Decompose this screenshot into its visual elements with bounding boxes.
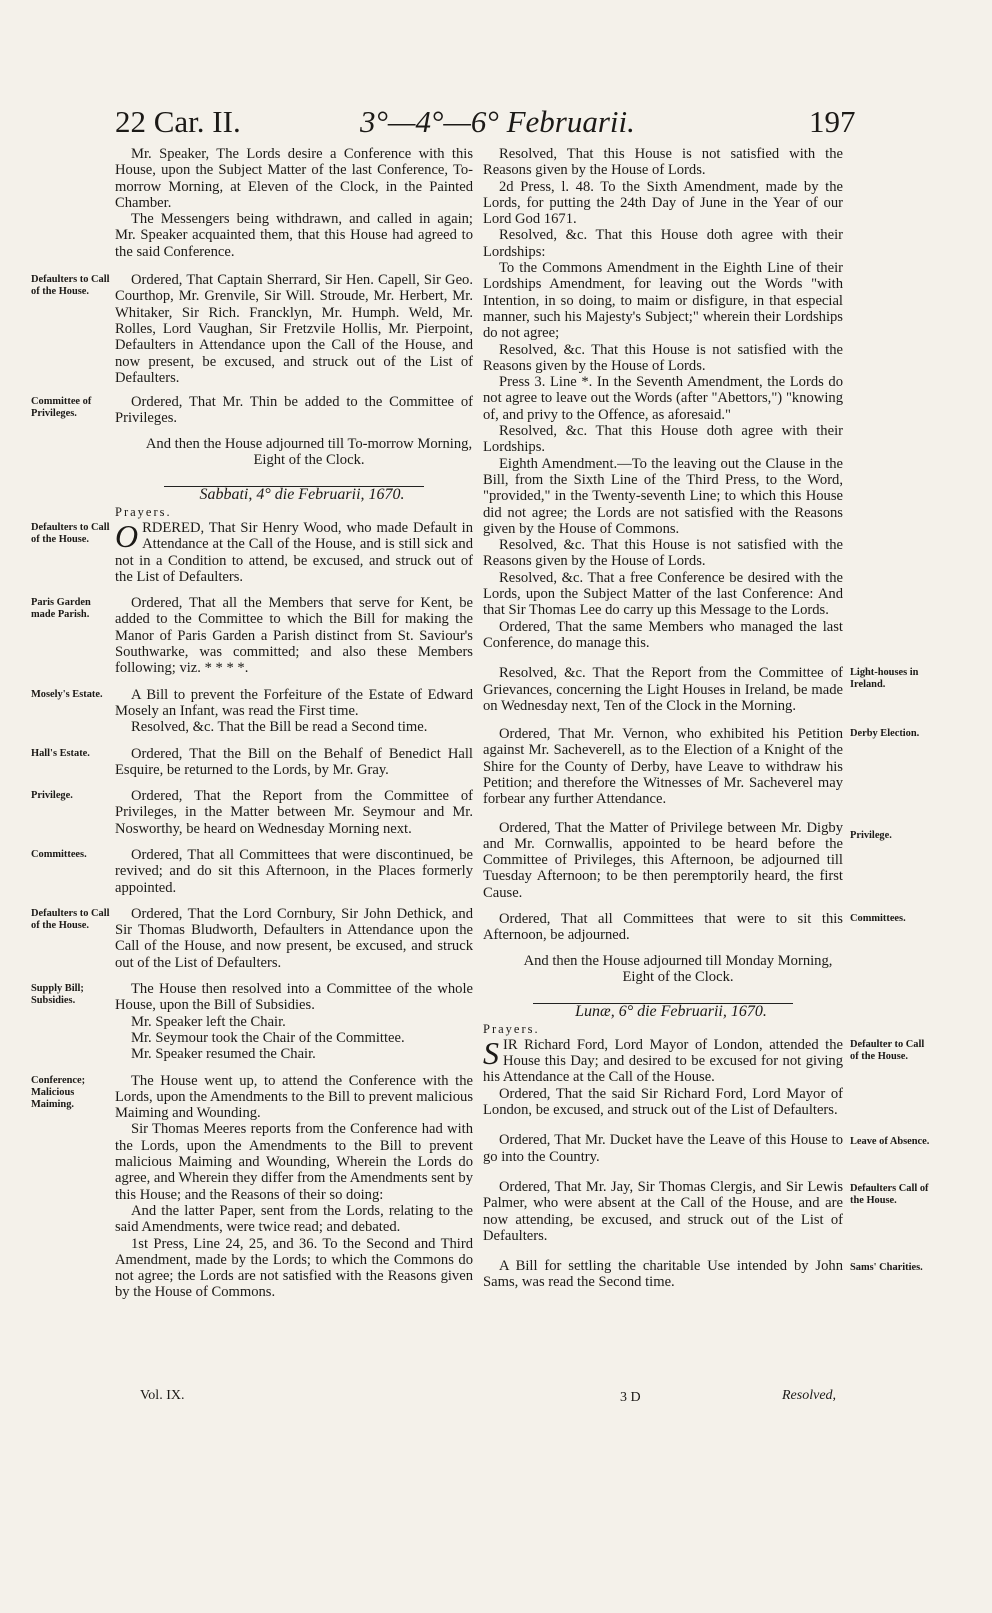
paragraph: A Bill for settling the charitable Use intended by John Sams, was read the Second time. (483, 1258, 843, 1291)
paragraph: Resolved, That this House is not satisfied with the Reasons given by the House of Lords. (483, 146, 843, 179)
paragraph: Mr. Speaker left the Chair. (131, 1013, 286, 1030)
paragraph: Resolved, &c. That a free Conference be desired with the Lords, upon the Subject Matter of the last Conference: And that Sir Thomas Lee do carry up this Message to the Lords. (483, 569, 843, 619)
entry (31, 272, 473, 386)
drop-cap: S (483, 1034, 499, 1071)
paragraph: 1st Press, Line 24, 25, and 36. To the Second and Third Amendment, made by the Lords; to which the Commons do not agree; the Lords are not satisfied with the Reasons given by the House of Commons. (115, 1235, 473, 1301)
entry (31, 788, 473, 837)
header-center: 3°—4°—6° Februarii. (360, 104, 635, 139)
paragraph: IR Richard Ford, Lord Mayor of London, attended the House this Day; and desired to be excused for not giving his Attendance at the Call of the House. (483, 1036, 843, 1086)
entry (483, 1178, 929, 1244)
margin-note: Committee of Privileges. (31, 396, 92, 420)
margin-note: Leave of Absence. (850, 1136, 930, 1148)
entry (483, 665, 919, 714)
paragraph: Ordered, That the Lord Cornbury, Sir John Dethick, and Sir Thomas Bludworth, Defaulters in Attendance upon the Call of the House, and now present, be excused, and struck out of the List of Defaulters. (115, 905, 473, 971)
paragraph: 2d Press, l. 48. To the Sixth Amendment, made by the Lords, for putting the 24th Day of June in the Year of our Lord God 1671. (483, 178, 843, 228)
margin-note: Defaulters Call of the House. (850, 1182, 929, 1206)
paragraph: Press 3. Line *. In the Seventh Amendment, the Lords do not agree to leave out the Words (after "Abettors,") "knowing of, and privy to the Offence, as aforesaid." (483, 374, 843, 423)
paragraph: Resolved, &c. That this House is not satisfied with the Reasons given by the House of Lords. (483, 341, 843, 374)
entry (483, 726, 920, 808)
page-header (0, 104, 992, 144)
paragraph: And the latter Paper, sent from the Lords, relating to the said Amendments, were twice read; and debated. (115, 1202, 473, 1236)
margin-note: Privilege. (31, 790, 73, 802)
paragraph: The House went up, to attend the Conference with the Lords, upon the Amendments to the Bill to prevent malicious Maiming and Wounding. (115, 1072, 473, 1122)
paragraph: A Bill to prevent the Forfeiture of the Estate of Edward Mosely an Infant, was read the First time. (115, 686, 473, 719)
entry (483, 1258, 923, 1291)
paragraph: Resolved, &c. That this House doth agree with their Lordships. (483, 423, 843, 456)
entry (31, 595, 473, 677)
entry (31, 905, 473, 971)
margin-note: Committees. (850, 913, 906, 925)
margin-note: Defaulters to Call of the House. (31, 274, 110, 298)
header-left: 22 Car. II. (115, 104, 241, 139)
adjournment: And then the House adjourned till Monday Morning, Eight of the Clock. (523, 952, 833, 985)
sitting-date: Sabbati, 4° die Februarii, 1670. (199, 486, 405, 504)
entry (483, 819, 892, 901)
margin-note: Conference; Malicious Maiming. (31, 1074, 86, 1110)
paragraph: Ordered, That Mr. Vernon, who exhibited his Petition against Mr. Sacheverell, as to the Election of a Knight of the Shire for the County of Derby, have Leave to withdraw his Petition; and therefore the Witnesses of Mr. Sacheverel may forbear any further Attendance. (483, 726, 843, 808)
paragraph: Mr. Speaker, The Lords desire a Conference with this House, upon the Subject Matter of the last Conference, To-morrow Morning, at Eleven of the Clock, in the Painted Chamber. (115, 146, 473, 211)
prayers-heading: Prayers. (115, 504, 172, 519)
margin-note: Paris Garden made Parish. (31, 597, 91, 621)
paragraph: Ordered, That all the Members that serve for Kent, be added to the Committee to which the Bill for making the Manor of Paris Garden a Parish distinct from St. Saviour's Southwarke, was committed; and also these Members following; viz. * * * *. (115, 595, 473, 677)
margin-note: Defaulter to Call of the House. (850, 1038, 925, 1062)
page-number: 197 (809, 104, 856, 139)
paragraph: Ordered, That the said Sir Richard Ford, Lord Mayor of London, be excused, and struck out of the List of Defaulters. (483, 1085, 843, 1119)
entry (31, 1072, 473, 1122)
entry (483, 911, 906, 944)
paragraph: RDERED, That Sir Henry Wood, who made Default in Attendance at the Call of the House, and is still sick and not in a Condition to attend, be excused, and struck out of the List of Defaulters. (115, 519, 473, 585)
paragraph: Eighth Amendment.—To the leaving out the Clause in the Bill, from the Sixth Line of the Third Press, to the Word, "provided," in the Twenty-seventh Line; to which this House did not agree; the Lords are not satisfied with the Reasons given by the House of Commons. (483, 455, 843, 537)
margin-note: Sams' Charities. (850, 1262, 923, 1274)
paragraph: Resolved, &c. That this House doth agree with their Lordships: (483, 227, 843, 260)
adjournment: And then the House adjourned till To-morrow Morning, Eight of the Clock. (145, 435, 473, 469)
paragraph: Resolved, &c. That the Report from the Committee of Grievances, concerning the Light Houses in Ireland, be made on Wednesday next, Ten of the Clock in the Morning. (483, 665, 843, 714)
paragraph: Ordered, That all Committees that were discontinued, be revived; and do sit this Afternoon, in the Places formerly appointed. (115, 846, 473, 896)
paragraph: Mr. Seymour took the Chair of the Committee. (131, 1029, 405, 1046)
paragraph: Ordered, That the Matter of Privilege between Mr. Digby and Mr. Cornwallis, appointed to be heard before the Committee of Privileges, this Afternoon, be adjourned till Tuesday Afternoon; to be then peremptorily heard, the first Cause. (483, 819, 843, 901)
right-column (483, 146, 930, 1291)
margin-note: Defaulters to Call of the House. (31, 907, 110, 931)
volume-label: Vol. IX. (140, 1388, 185, 1403)
left-column (31, 146, 473, 1301)
paragraph: Sir Thomas Meeres reports from the Conference had with the Lords, upon the Amendments to the Bill to prevent malicious Maiming and Wounding, Wherein the Lords do agree, and Wherein they differ from the Amendments sent by this House; and the Reasons of their so doing: (115, 1121, 473, 1203)
paragraph: Mr. Speaker resumed the Chair. (131, 1046, 316, 1063)
margin-note: Derby Election. (850, 728, 920, 740)
drop-cap: O (115, 517, 139, 554)
prayers-heading: Prayers. (483, 1021, 540, 1036)
entry (31, 686, 473, 720)
entry (31, 745, 473, 779)
margin-note: Mosely's Estate. (31, 688, 103, 700)
margin-note: Hall's Estate. (31, 747, 90, 759)
entry (31, 981, 473, 1014)
sitting-date: Lunæ, 6° die Februarii, 1670. (575, 1003, 767, 1021)
paragraph: The Messengers being withdrawn, and called in again; Mr. Speaker acquainted them, that this House had agreed to the said Conference. (115, 211, 473, 260)
paragraph: Ordered, That the Report from the Committee of Privileges, in the Matter between Mr. Seymour and Mr. Nosworthy, be heard on Wednesday Morning next. (115, 788, 473, 837)
margin-note: Light-houses in Ireland. (850, 667, 919, 691)
paragraph: Ordered, That Captain Sherrard, Sir Hen. Capell, Sir Geo. Courthop, Mr. Grenvile, Sir Will. Stroude, Mr. Herbert, Mr. Whitaker, Sir Rich. Francklyn, Mr. Humph. Weld, Mr. Rolles, Lord Vaughan, Sir Fretzvile Hollis, Mr. Pierpoint, Defaulters in Attendance upon the Call of the House, and now present, be excused, and struck out of the List of Defaulters. (115, 272, 473, 386)
signature-mark: 3 D (620, 1390, 641, 1405)
margin-note: Committees. (31, 848, 87, 860)
margin-note: Privilege. (850, 829, 892, 841)
entry (483, 1034, 925, 1086)
paragraph: To the Commons Amendment in the Eighth Line of their Lordships Amendment, for leaving out the Words "with Intention, in so doing, to maim or disfigure, in that especial manner, such his Majesty's Subject;" wherein their Lordships do not agree; (483, 260, 843, 342)
paragraph: Ordered, That the Bill on the Behalf of Benedict Hall Esquire, be returned to the Lords, by Mr. Gray. (115, 745, 473, 778)
paragraph: Ordered, That Mr. Ducket have the Leave of this House to go into the Country. (483, 1132, 843, 1165)
margin-note: Defaulters to Call of the House. (31, 521, 110, 545)
margin-note: Supply Bill; Subsidies. (31, 983, 84, 1007)
entry (483, 1132, 930, 1165)
paragraph: Ordered, That Mr. Jay, Sir Thomas Clergis, and Sir Lewis Palmer, who were absent at the Call of the House, and are now attending, be excused, and struck out of the List of Defaulters. (483, 1178, 843, 1244)
entry (31, 394, 473, 427)
entry (31, 846, 473, 896)
paragraph: Ordered, That Mr. Thin be added to the Committee of Privileges. (115, 394, 473, 427)
paragraph: Ordered, That the same Members who managed the last Conference, do manage this. (483, 618, 843, 651)
paragraph: Ordered, That all Committees that were to sit this Afternoon, be adjourned. (483, 911, 843, 944)
paragraph: Resolved, &c. That this House is not satisfied with the Reasons given by the House of Lords. (483, 537, 843, 570)
catchword: Resolved, (782, 1388, 837, 1403)
paragraph: Resolved, &c. That the Bill be read a Second time. (131, 719, 428, 736)
entry (31, 517, 473, 585)
paragraph: The House then resolved into a Committee of the whole House, upon the Bill of Subsidies. (115, 981, 473, 1014)
